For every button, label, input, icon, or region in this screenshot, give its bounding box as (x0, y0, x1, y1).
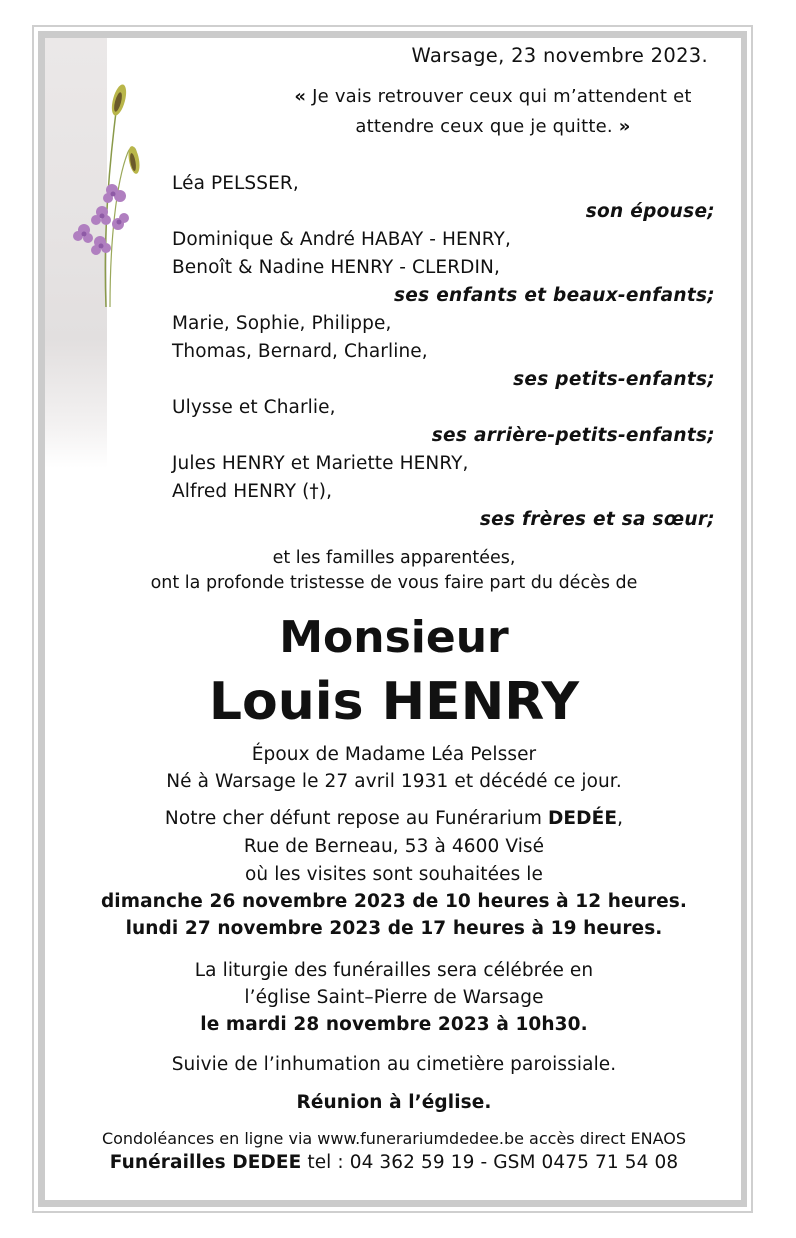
family-relation: ses petits-enfants; (513, 369, 715, 390)
family-relation: son épouse; (585, 201, 715, 222)
quote-line-1 (240, 86, 746, 107)
announcement-line-2: ont la profonde tristesse de vous faire part du décès de (150, 573, 638, 593)
family-name: Dominique & André HABAY - HENRY, (172, 229, 511, 250)
family-name: Léa PELSSER, (172, 173, 299, 194)
flower-illustration-icon (66, 72, 156, 312)
family-name: Marie, Sophie, Philippe, (172, 313, 392, 334)
contact-numbers: tel : 04 362 59 19 - GSM 0475 71 54 08 (301, 1152, 679, 1173)
quote-text-2: attendre ceux que je quitte. (355, 116, 613, 137)
announcement-line-1: et les familles apparentées, (272, 548, 516, 568)
visit-slot: lundi 27 novembre 2023 de 17 heures à 19 heures. (125, 918, 663, 939)
visit-slot: dimanche 26 novembre 2023 de 10 heures à 12 heures. (100, 891, 688, 912)
funeral-datetime: le mardi 28 novembre 2023 à 10h30. (200, 1014, 588, 1035)
family-relation: ses enfants et beaux-enfants; (394, 285, 715, 306)
funerarium-suffix: , (617, 808, 624, 829)
funerarium-line (40, 808, 748, 829)
meeting-line: Réunion à l’église. (296, 1092, 492, 1113)
family-name: Thomas, Bernard, Charline, (172, 341, 428, 362)
contact-line (40, 1152, 748, 1173)
place-date: Warsage, 23 novembre 2023. (411, 44, 708, 67)
family-relation: ses arrière-petits-enfants; (431, 425, 715, 446)
family-relation: ses frères et sa sœur; (479, 509, 715, 530)
funerarium-prefix: Notre cher défunt repose au Funérarium (164, 808, 548, 829)
quote-text-1: Je vais retrouver ceux qui m’attendent et (312, 86, 692, 107)
family-name: Alfred HENRY (†), (172, 481, 333, 502)
quote-line-2 (240, 116, 746, 137)
visits-intro: où les visites sont souhaitées le (244, 864, 544, 885)
liturgy-line-2: l’église Saint–Pierre de Warsage (244, 987, 544, 1008)
deceased-name: Louis HENRY (208, 672, 580, 732)
company-name: Funérailles DEDEE (109, 1152, 302, 1173)
liturgy-line-1: La liturgie des funérailles sera célébrée en (194, 960, 594, 981)
quote-close-mark: » (618, 116, 631, 137)
address-line: Rue de Berneau, 53 à 4600 Visé (243, 836, 545, 857)
quote-open-mark: « (294, 86, 307, 107)
condolences-line: Condoléances en ligne via www.funerariumdedee.be accès direct ENAOS (101, 1129, 687, 1148)
spouse-line: Époux de Madame Léa Pelsser (251, 744, 537, 765)
family-name: Jules HENRY et Mariette HENRY, (172, 453, 469, 474)
burial-line: Suivie de l’inhumation au cimetière paroissiale. (171, 1054, 617, 1075)
birth-line: Né à Warsage le 27 avril 1931 et décédé ce jour. (166, 771, 622, 792)
family-name: Benoît & Nadine HENRY - CLERDIN, (172, 257, 500, 278)
family-name: Ulysse et Charlie, (172, 397, 336, 418)
funerarium-name: DEDÉE (547, 808, 618, 829)
deceased-title: Monsieur (279, 612, 509, 663)
